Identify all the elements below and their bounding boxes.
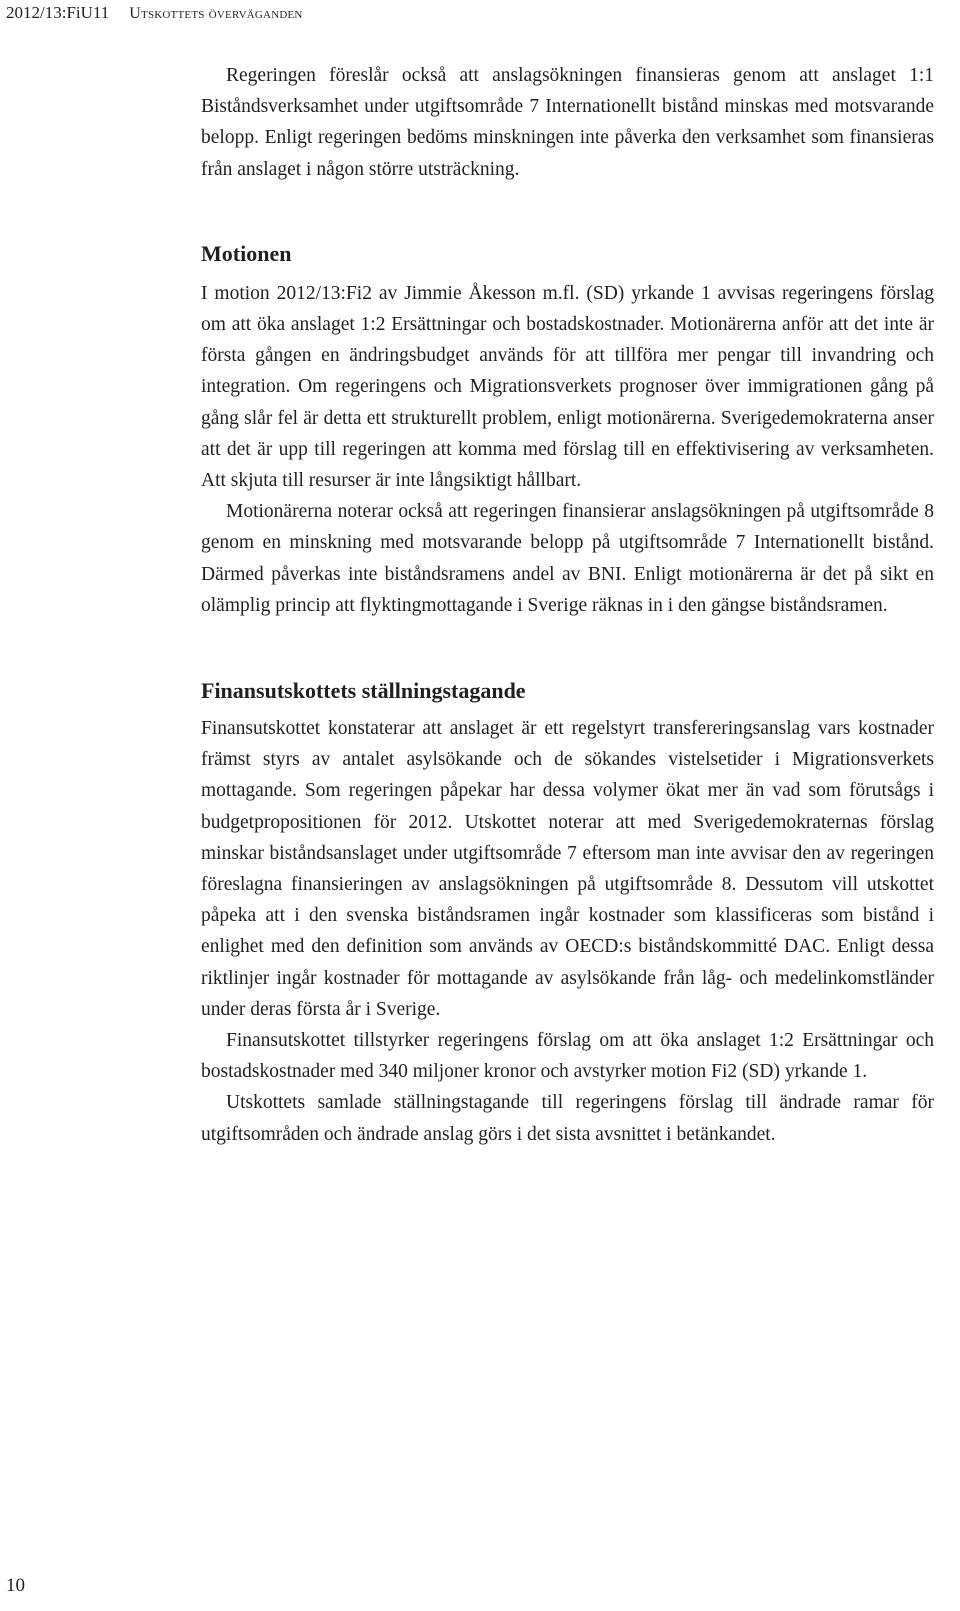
finansutskottet-paragraph-2: Finansutskottet tillstyrker regeringens förslag om att öka anslaget 1:2 Ersättningar och bostadskostnader med 340 miljoner kronor och avstyrker motion Fi2 (SD) yrkande 1. bbox=[201, 1030, 934, 1083]
intro-paragraph: Regeringen föreslår också att anslagsökningen finansieras genom att anslaget 1:1 Biståndsverksamhet under utgiftsområde 7 Internationellt bistånd minskas med motsvarande belopp. Enligt regeringen bedöms minskningen inte påverka den verksamhet som finansieras från anslaget i någon större utsträckning. bbox=[201, 65, 934, 180]
heading-finansutskottet: Finansutskottets ställningstagande bbox=[201, 678, 526, 704]
page-number: 10 bbox=[6, 1575, 25, 1596]
running-header bbox=[6, 2, 303, 25]
motionen-paragraph-1: I motion 2012/13:Fi2 av Jimmie Åkesson m.fl. (SD) yrkande 1 avvisas regeringens förslag om att öka anslaget 1:2 Ersättningar och bostadskostnader. Motionärerna anför att det inte är första gången en ändringsbudget används för att tillföra mer pengar till invandring och integration. Om regeringens och Migrationsverkets prognoser över immigrationen gång på gång slår fel är detta ett strukturellt problem, enligt motionärerna. Sverigedemokraterna anser att det är upp till regeringen att komma med förslag till en effektivisering av verksamheten. Att skjuta till resurser är inte långsiktigt hållbart. bbox=[201, 282, 934, 492]
finansutskottet-paragraph-1: Finansutskottet konstaterar att anslaget är ett regelstyrt transfereringsanslag vars kostnader främst styrs av antalet asylsökande och de sökandes vistelsetider i Migrationsverkets mottagande. Som regeringen påpekar har dessa volymer ökat mer än vad som förutsågs i budgetpropositionen för 2012. Utskottet noterar att med Sverigedemokraternas förslag minskar biståndsanslaget under utgiftsområde 7 eftersom man inte avvisar den av regeringen föreslagna finansieringen av anslagsökningen på utgiftsområde 8. Dessutom vill utskottet påpeka att i den svenska biståndsramen ingår kostnader som klassificeras som bistånd i enlighet med den definition som används av OECD:s biståndskommitté DAC. Enligt dessa riktlinjer ingår kostnader för mottagande av asylsökande från låg- och medelinkomstländer under deras första år i Sverige. bbox=[201, 718, 934, 1020]
motionen-paragraph-2: Motionärerna noterar också att regeringen finansierar anslagsökningen på utgiftsområde 8 genom en minskning med motsvarande belopp på utgiftsområde 7 Internationellt bistånd. Därmed påverkas inte biståndsramens andel av BNI. Enligt motionärerna är det på sikt en olämplig princip att flyktingmottagande i Sverige räknas in i den gängse biståndsramen. bbox=[201, 501, 934, 616]
finansutskottet-paragraph-3: Utskottets samlade ställningstagande till regeringens förslag till ändrade ramar för utgiftsområden och ändrade anslag görs i det sista avsnittet i betänkandet. bbox=[201, 1092, 934, 1145]
running-section-title: Utskottets överväganden bbox=[129, 5, 303, 22]
document-id: 2012/13:FiU11 bbox=[6, 3, 110, 22]
heading-motionen: Motionen bbox=[201, 240, 292, 266]
main-content bbox=[201, 60, 934, 1150]
